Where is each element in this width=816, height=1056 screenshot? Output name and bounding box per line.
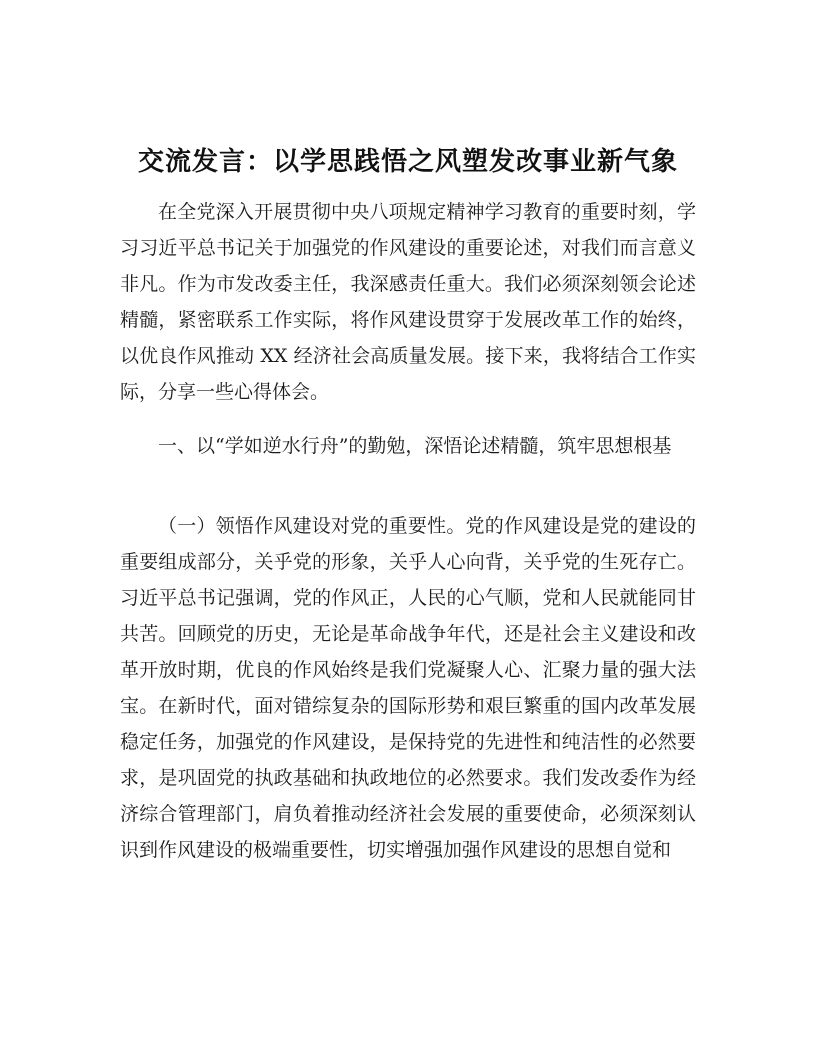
subsection-paragraph: （一）领悟作风建设对党的重要性。党的作风建设是党的建设的重要组成部分，关乎党的形象，关乎人心向背，关乎党的生死存亡。习近平总书记强调，党的作风正，人民的心气顺，党和人民就能同甘共苦。回顾党的历史，无论是革命战争年代，还是社会主义建设和改革开放时期，优良的作风始终是我们党凝聚人心、汇聚力量的强大法宝。在新时代，面对错综复杂的国际形势和艰巨繁重的国内改革发展稳定任务，加强党的作风建设，是保持党的先进性和纯洁性的必然要求，是巩固党的执政基础和执政地位的必然要求。我们发改委作为经济综合管理部门，肩负着推动经济社会发展的重要使命，必须深刻认识到作风建设的极端重要性，切实增强加强作风建设的思想自觉和	[120, 515, 696, 861]
document-title: 交流发言：以学思践悟之风塑发改事业新气象	[137, 147, 678, 177]
intro-paragraph: 在全党深入开展贯彻中央八项规定精神学习教育的重要时刻，学习习近平总书记关于加强党的作风建设的重要论述，对我们而言意义非凡。作为市发改委主任，我深感责任重大。我们必须深刻领会论述精髓，紧密联系工作实际，将作风建设贯穿于发展改革工作的始终，以优良作风推动 XX 经济社会高质量发展。接下来，我将结合工作实际，分享一些心得体会。	[120, 201, 696, 403]
section-heading: 一、以“学如逆水行舟”的勤勉，深悟论述精髓，筑牢思想根基	[158, 435, 672, 457]
